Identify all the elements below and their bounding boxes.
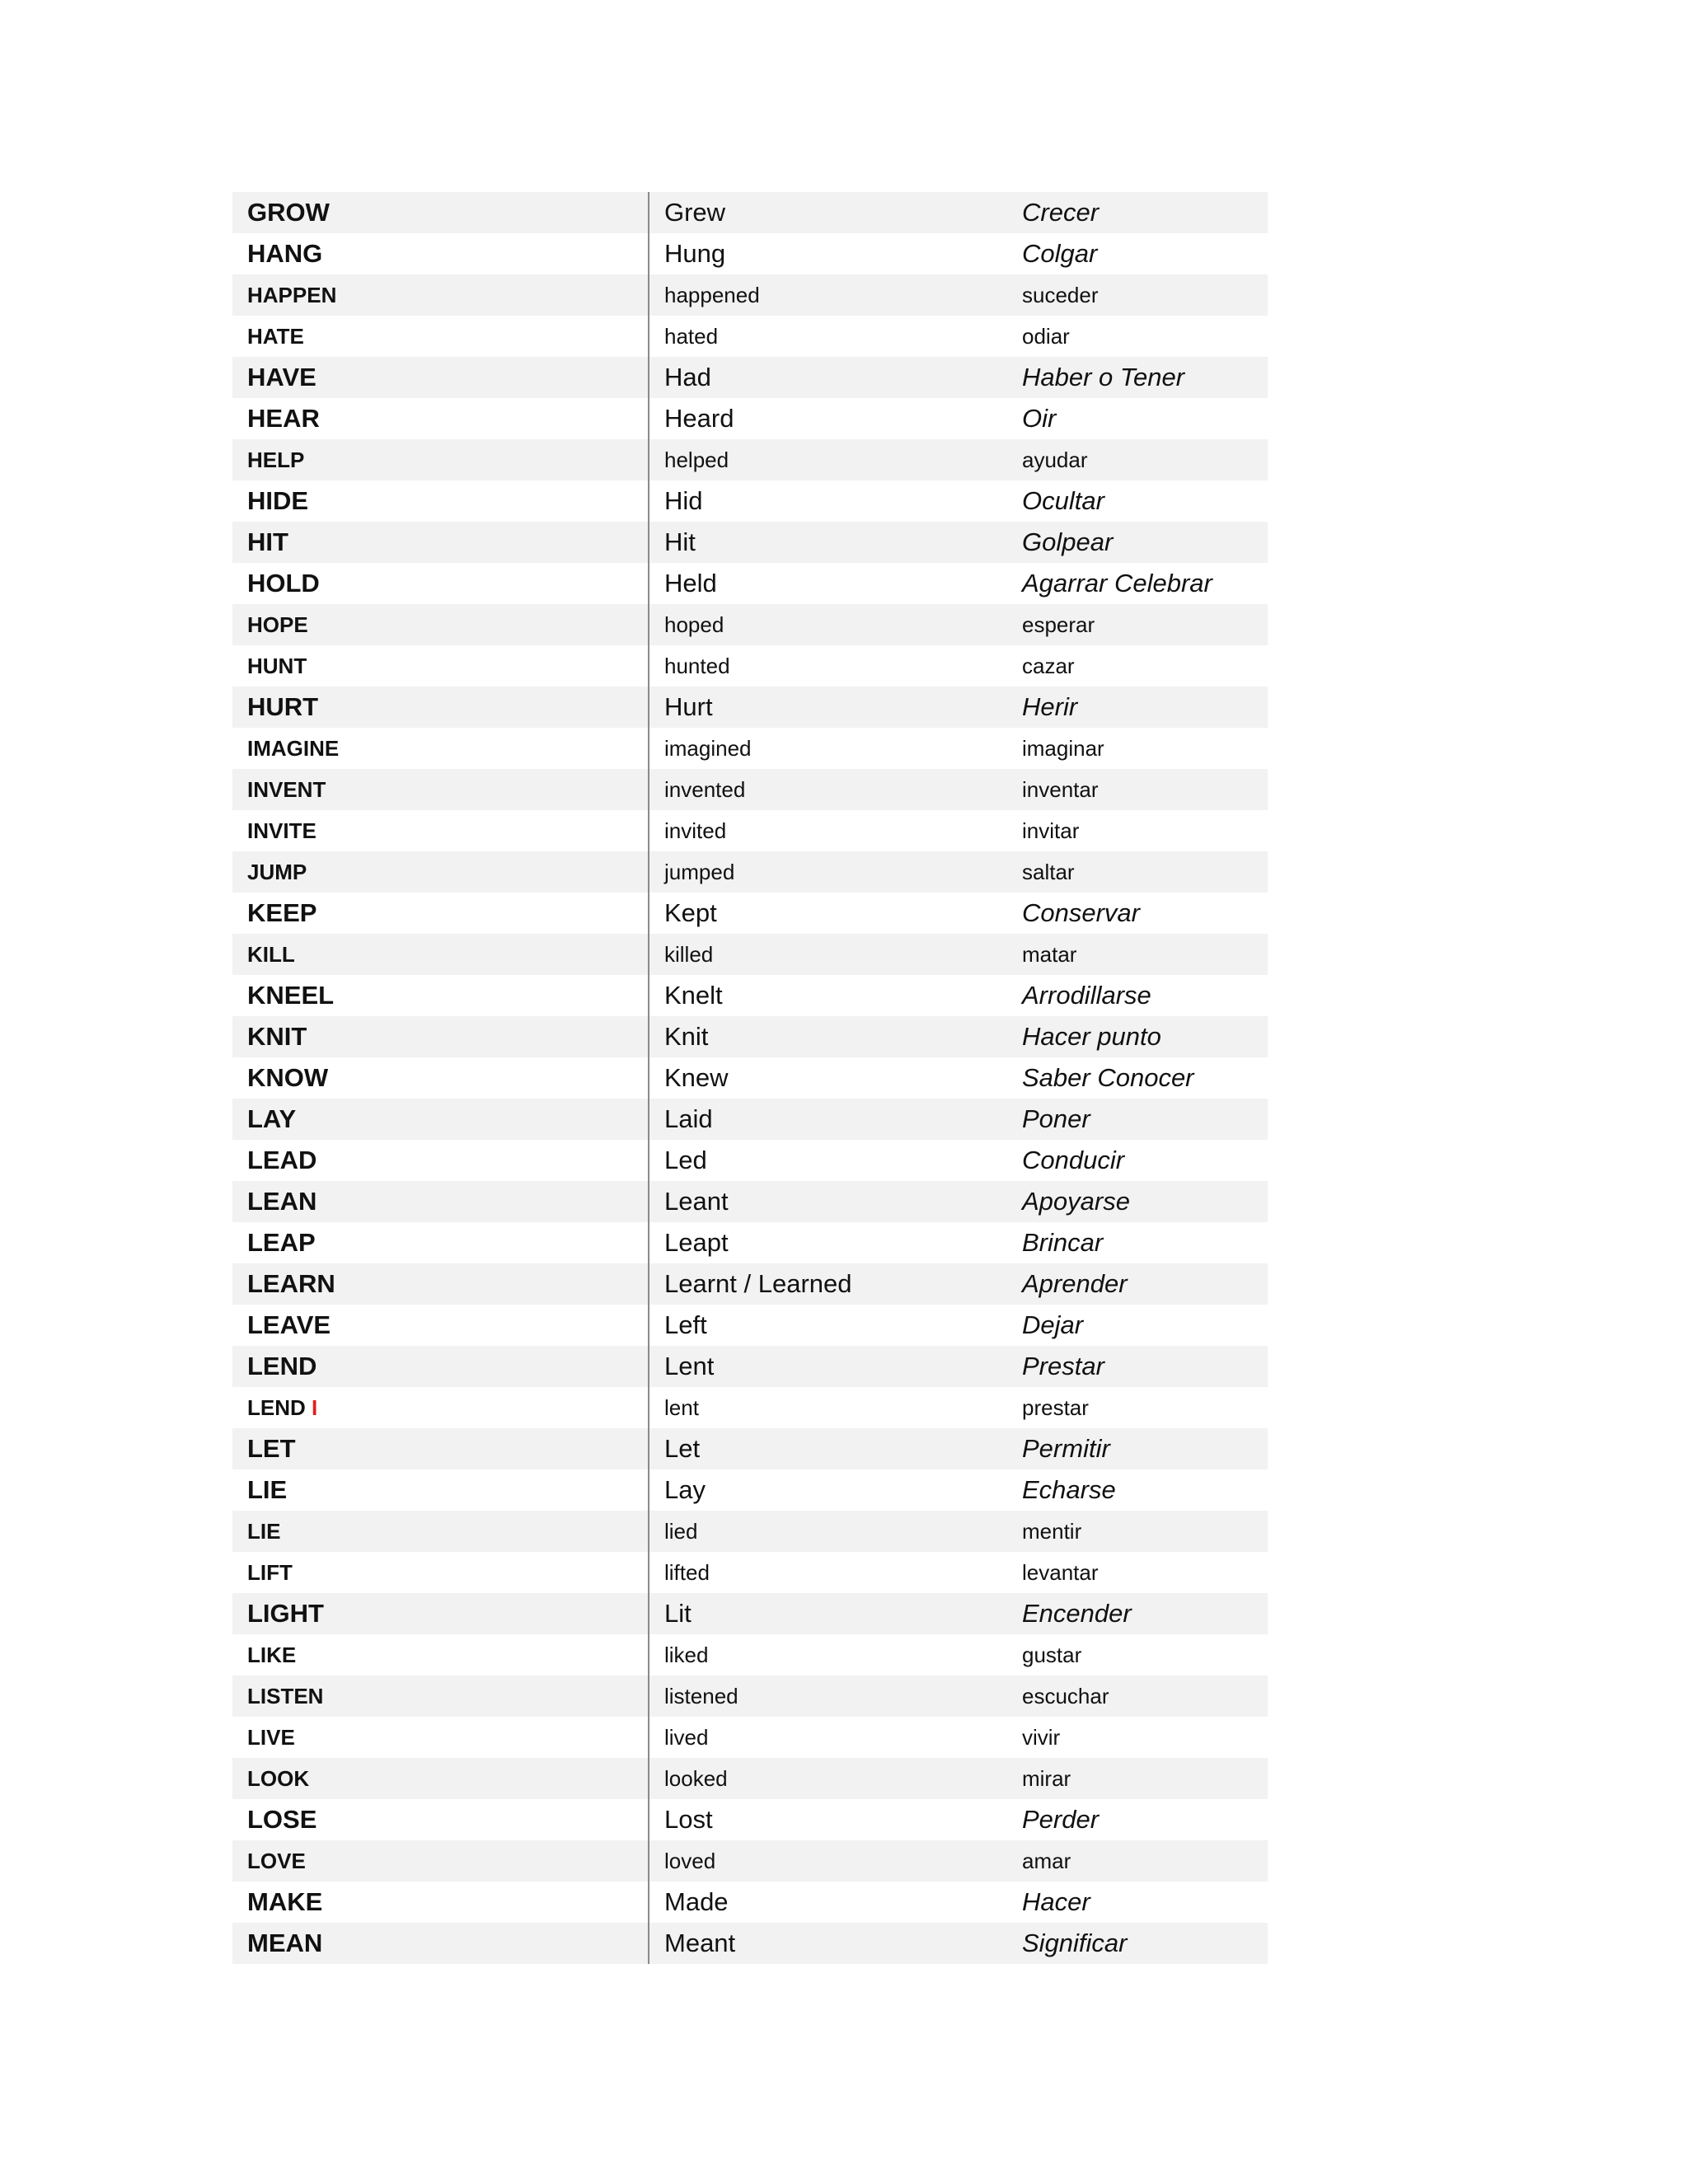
table-row [232, 1923, 1268, 1964]
infinitive-text: HEAR [247, 404, 320, 433]
table-row [232, 1387, 1268, 1428]
table-row [232, 1263, 1268, 1305]
infinitive-cell [247, 728, 339, 769]
past-tense-cell: looked [664, 1766, 728, 1791]
table-row [232, 522, 1268, 563]
past-tense-cell: lived [664, 1725, 709, 1750]
table-row [232, 439, 1268, 480]
spanish-translation-cell: Crecer [1022, 198, 1100, 227]
table-row [232, 480, 1268, 522]
column-divider [648, 192, 649, 1964]
past-tense-cell: Meant [664, 1929, 736, 1957]
infinitive-text: HOLD [247, 569, 320, 598]
past-tense-cell: Leant [664, 1187, 729, 1216]
infinitive-cell [247, 1634, 296, 1675]
infinitive-cell [247, 480, 308, 522]
infinitive-text: INVITE [247, 818, 316, 843]
past-tense-cell: Lent [664, 1352, 715, 1380]
table-row [232, 728, 1268, 769]
infinitive-text: LIVE [247, 1725, 295, 1750]
past-tense-cell: Knit [664, 1022, 709, 1051]
spanish-translation-cell: Significar [1022, 1929, 1128, 1957]
spanish-translation-cell: escuchar [1022, 1684, 1109, 1708]
past-tense-cell: lent [664, 1395, 699, 1420]
past-tense-cell: Lost [664, 1805, 713, 1834]
infinitive-text: LOVE [247, 1849, 306, 1873]
infinitive-cell [247, 1263, 335, 1305]
infinitive-text: LET [247, 1434, 296, 1463]
infinitive-cell [247, 563, 320, 604]
past-tense-cell: Knelt [664, 981, 723, 1010]
spanish-translation-cell: imaginar [1022, 736, 1104, 761]
spanish-translation-cell: esperar [1022, 612, 1095, 637]
infinitive-text: MAKE [247, 1887, 323, 1916]
infinitive-cell [247, 357, 316, 398]
infinitive-cell [247, 1923, 322, 1964]
table-row [232, 233, 1268, 274]
table-row [232, 357, 1268, 398]
spanish-translation-cell: Haber o Tener [1022, 363, 1185, 391]
spanish-translation-cell: Permitir [1022, 1434, 1110, 1463]
past-tense-cell: Kept [664, 898, 717, 927]
table-row [232, 1305, 1268, 1346]
table-row [232, 1758, 1268, 1799]
table-row [232, 1634, 1268, 1675]
infinitive-cell [247, 1840, 306, 1882]
marker-glyph: I [312, 1395, 318, 1420]
infinitive-text: HAPPEN [247, 283, 337, 307]
spanish-translation-cell: Conservar [1022, 898, 1140, 927]
past-tense-cell: imagined [664, 736, 752, 761]
spanish-translation-cell: levantar [1022, 1560, 1099, 1585]
past-tense-cell: jumped [664, 860, 735, 884]
spanish-translation-cell: mirar [1022, 1766, 1071, 1791]
infinitive-cell [247, 1305, 331, 1346]
infinitive-cell [247, 1552, 293, 1593]
infinitive-cell [247, 1387, 317, 1428]
infinitive-cell [247, 1057, 328, 1099]
spanish-translation-cell: Apoyarse [1022, 1187, 1130, 1216]
table-row [232, 893, 1268, 934]
infinitive-cell [247, 1675, 323, 1717]
infinitive-cell [247, 1469, 287, 1511]
table-row [232, 1428, 1268, 1469]
past-tense-cell: Learnt / Learned [664, 1269, 852, 1298]
infinitive-text: HATE [247, 324, 304, 349]
infinitive-text: KEEP [247, 898, 317, 927]
infinitive-cell [247, 1222, 316, 1263]
infinitive-text: INVENT [247, 777, 326, 802]
table-row [232, 769, 1268, 810]
table-row [232, 563, 1268, 604]
past-tense-cell: Heard [664, 404, 734, 433]
infinitive-cell [247, 851, 307, 893]
infinitive-cell [247, 893, 316, 934]
infinitive-text: HELP [247, 448, 305, 472]
past-tense-cell: hunted [664, 654, 730, 678]
infinitive-text: JUMP [247, 860, 307, 884]
table-row [232, 1346, 1268, 1387]
past-tense-cell: lifted [664, 1560, 710, 1585]
infinitive-text: LISTEN [247, 1684, 324, 1708]
spanish-translation-cell: Saber Conocer [1022, 1063, 1194, 1092]
infinitive-text: HURT [247, 692, 319, 721]
spanish-translation-cell: Echarse [1022, 1475, 1116, 1504]
table-row [232, 604, 1268, 645]
past-tense-cell: hated [664, 324, 719, 349]
spanish-translation-cell: Agarrar Celebrar [1022, 569, 1212, 598]
infinitive-cell [247, 439, 304, 480]
spanish-translation-cell: Prestar [1022, 1352, 1104, 1380]
spanish-translation-cell: Oir [1022, 404, 1057, 433]
infinitive-cell [247, 1882, 322, 1923]
table-row [232, 1140, 1268, 1181]
spanish-translation-cell: inventar [1022, 777, 1099, 802]
infinitive-text: KNIT [247, 1022, 307, 1051]
spanish-translation-cell: prestar [1022, 1395, 1089, 1420]
spanish-translation-cell: Aprender [1022, 1269, 1128, 1298]
infinitive-text: HAVE [247, 363, 316, 391]
table-row [232, 687, 1268, 728]
infinitive-text: HUNT [247, 654, 307, 678]
table-row [232, 1675, 1268, 1717]
spanish-translation-cell: vivir [1022, 1725, 1061, 1750]
past-tense-cell: liked [664, 1643, 709, 1667]
table-row [232, 1016, 1268, 1057]
infinitive-text: LAY [247, 1104, 297, 1133]
past-tense-cell: hoped [664, 612, 724, 637]
past-tense-cell: Hit [664, 527, 696, 556]
infinitive-text: LEND [247, 1352, 317, 1380]
infinitive-cell [247, 274, 336, 316]
table-row [232, 1799, 1268, 1840]
table-row [232, 398, 1268, 439]
table-row [232, 1840, 1268, 1882]
table-row [232, 1593, 1268, 1634]
past-tense-cell: invented [664, 777, 746, 802]
infinitive-cell [247, 1799, 316, 1840]
spanish-translation-cell: Poner [1022, 1104, 1090, 1133]
past-tense-cell: happened [664, 283, 760, 307]
verb-table [232, 192, 1268, 1964]
spanish-translation-cell: gustar [1022, 1643, 1082, 1667]
past-tense-cell: loved [664, 1849, 716, 1873]
past-tense-cell: Leapt [664, 1228, 729, 1257]
spanish-translation-cell: Arrodillarse [1022, 981, 1151, 1010]
spanish-translation-cell: Golpear [1022, 527, 1114, 556]
table-row [232, 1181, 1268, 1222]
infinitive-cell [247, 398, 320, 439]
past-tense-cell: Laid [664, 1104, 713, 1133]
infinitive-cell [247, 1428, 296, 1469]
infinitive-text: KNEEL [247, 981, 335, 1010]
past-tense-cell: listened [664, 1684, 738, 1708]
spanish-translation-cell: mentir [1022, 1519, 1082, 1544]
spanish-translation-cell: suceder [1022, 283, 1099, 307]
spanish-translation-cell: cazar [1022, 654, 1075, 678]
table-row [232, 851, 1268, 893]
table-row [232, 274, 1268, 316]
infinitive-text: LEAD [247, 1146, 317, 1174]
past-tense-cell: Lay [664, 1475, 706, 1504]
infinitive-cell [247, 810, 316, 851]
infinitive-cell [247, 769, 326, 810]
spanish-translation-cell: Colgar [1022, 239, 1098, 268]
spanish-translation-cell: Hacer [1022, 1887, 1090, 1916]
spanish-translation-cell: Hacer punto [1022, 1022, 1161, 1051]
past-tense-cell: Made [664, 1887, 729, 1916]
infinitive-text: LIFT [247, 1560, 293, 1585]
infinitive-text: LIE [247, 1519, 281, 1544]
infinitive-cell [247, 645, 307, 687]
table-row [232, 1552, 1268, 1593]
table-row [232, 316, 1268, 357]
infinitive-cell [247, 1346, 316, 1387]
infinitive-text: LEAP [247, 1228, 316, 1257]
infinitive-cell [247, 975, 334, 1016]
infinitive-text: KNOW [247, 1063, 329, 1092]
table-row [232, 192, 1268, 233]
infinitive-cell [247, 1016, 307, 1057]
spanish-translation-cell: Conducir [1022, 1146, 1125, 1174]
infinitive-cell [247, 604, 308, 645]
spanish-translation-cell: Herir [1022, 692, 1078, 721]
spanish-translation-cell: Dejar [1022, 1310, 1084, 1339]
infinitive-text: HANG [247, 239, 323, 268]
table-row [232, 810, 1268, 851]
infinitive-cell [247, 1593, 324, 1634]
spanish-translation-cell: Encender [1022, 1599, 1132, 1628]
spanish-translation-cell: saltar [1022, 860, 1075, 884]
past-tense-cell: Held [664, 569, 717, 598]
table-row [232, 1222, 1268, 1263]
past-tense-cell: killed [664, 942, 714, 967]
table-row [232, 934, 1268, 975]
past-tense-cell: invited [664, 818, 727, 843]
spanish-translation-cell: Ocultar [1022, 486, 1104, 515]
infinitive-cell [247, 1140, 316, 1181]
spanish-translation-cell: ayudar [1022, 448, 1088, 472]
infinitive-text: LIE [247, 1475, 288, 1504]
infinitive-text: IMAGINE [247, 736, 340, 761]
past-tense-cell: Hurt [664, 692, 713, 721]
past-tense-cell: lied [664, 1519, 698, 1544]
table-row [232, 975, 1268, 1016]
spanish-translation-cell: amar [1022, 1849, 1071, 1873]
table-row [232, 1882, 1268, 1923]
infinitive-text: KILL [247, 942, 295, 967]
infinitive-cell [247, 316, 304, 357]
infinitive-cell [247, 1758, 309, 1799]
infinitive-text: LOSE [247, 1805, 317, 1834]
infinitive-cell [247, 1717, 295, 1758]
infinitive-text: LIKE [247, 1643, 297, 1667]
infinitive-text: MEAN [247, 1929, 323, 1957]
infinitive-text: HOPE [247, 612, 308, 637]
past-tense-cell: helped [664, 448, 729, 472]
spanish-translation-cell: odiar [1022, 324, 1070, 349]
infinitive-cell [247, 1099, 296, 1140]
infinitive-text: LEND [247, 1395, 306, 1420]
past-tense-cell: Lit [664, 1599, 692, 1628]
past-tense-cell: Let [664, 1434, 701, 1463]
infinitive-cell [247, 687, 318, 728]
infinitive-cell [247, 1511, 280, 1552]
infinitive-cell [247, 233, 322, 274]
infinitive-cell [247, 522, 288, 563]
infinitive-text: LEARN [247, 1269, 335, 1298]
infinitive-cell [247, 934, 295, 975]
past-tense-cell: Left [664, 1310, 707, 1339]
past-tense-cell: Hung [664, 239, 726, 268]
table-row [232, 645, 1268, 687]
spanish-translation-cell: invitar [1022, 818, 1080, 843]
spanish-translation-cell: Brincar [1022, 1228, 1104, 1257]
table-row [232, 1511, 1268, 1552]
table-row [232, 1717, 1268, 1758]
table-row [232, 1057, 1268, 1099]
infinitive-text: LIGHT [247, 1599, 324, 1628]
infinitive-cell [247, 1181, 316, 1222]
spanish-translation-cell: Perder [1022, 1805, 1100, 1834]
spanish-translation-cell: matar [1022, 942, 1077, 967]
infinitive-text: LOOK [247, 1766, 310, 1791]
infinitive-text: LEAVE [247, 1310, 331, 1339]
past-tense-cell: Knew [664, 1063, 729, 1092]
past-tense-cell: Had [664, 363, 711, 391]
infinitive-text: HIT [247, 527, 288, 556]
past-tense-cell: Hid [664, 486, 703, 515]
infinitive-text: GROW [247, 198, 330, 227]
table-row [232, 1469, 1268, 1511]
past-tense-cell: Grew [664, 198, 726, 227]
infinitive-cell [247, 192, 330, 233]
infinitive-text: HIDE [247, 486, 309, 515]
past-tense-cell: Led [664, 1146, 707, 1174]
table-row [232, 1099, 1268, 1140]
infinitive-text: LEAN [247, 1187, 317, 1216]
